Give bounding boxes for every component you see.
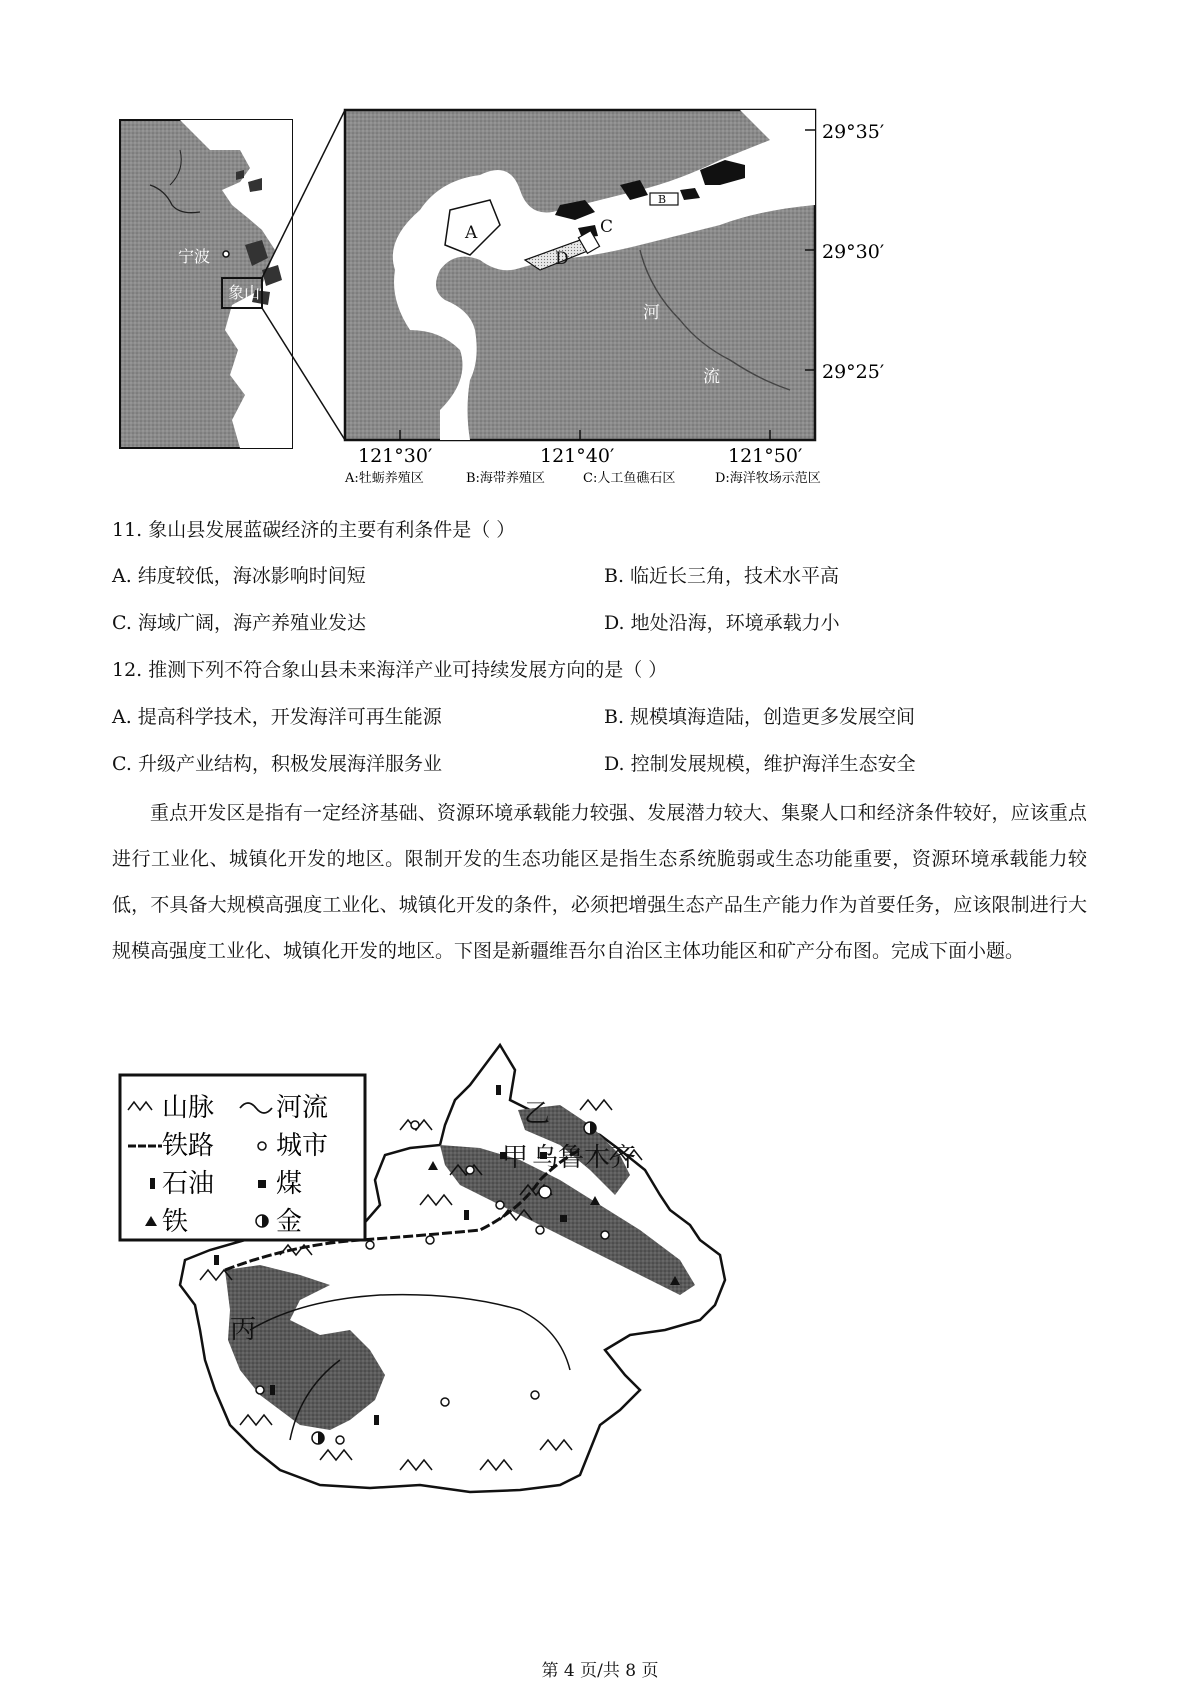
region-yi-label: 乙 (524, 1099, 551, 1129)
xiangshan-map (0, 0, 1200, 500)
q11-option-c: C. 海域广阔，海产养殖业发达 (112, 612, 366, 634)
legend-mountain: 山脉 (162, 1093, 215, 1123)
ningbo-label: 宁波 (178, 247, 211, 266)
map-legend-item: D:海洋牧场示范区 (715, 471, 821, 486)
legend-city: 城市 (276, 1131, 329, 1161)
passage-text: 重点开发区是指有一定经济基础、资源环境承载能力较强、发展潜力较大、集聚人口和经济条件较好，应该重点进行工业化、城镇化开发的地区。限制开发的生态功能区是指生态系统脆弱或生态功能重要，资源环境承载能力较低，不具备大规模高强度工业化、城镇化开发的条件，必须把增强生态产品生产能力作为首要任务，应该限制进行大规模高强度工业化、城镇化开发的地区。下图是新疆维吾尔自治区主体功能区和矿产分布图。完成下面小题。 (112, 802, 1087, 962)
urumqi-label: 乌鲁木齐 (532, 1143, 637, 1173)
map-legend-item: B:海带养殖区 (466, 471, 545, 486)
q12-option-c: C. 升级产业结构，积极发展海洋服务业 (112, 753, 442, 775)
legend-coal: 煤 (276, 1169, 303, 1199)
lon-label: 121°50′ (728, 445, 803, 467)
xinjiang-map (0, 1030, 1200, 1550)
q12-option-b: B. 规模填海造陆，创造更多发展空间 (604, 706, 916, 728)
lat-label: 29°30′ (822, 241, 885, 263)
main-map (345, 110, 815, 440)
zone-c-label: C (600, 217, 614, 237)
zone-b-label: B (658, 193, 667, 206)
river-label-2: 流 (703, 367, 720, 387)
region-bing-label: 丙 (230, 1315, 257, 1345)
legend-city-icon (258, 1142, 266, 1150)
map-legend-item: C:人工鱼礁石区 (583, 471, 676, 486)
map-legend (120, 1075, 365, 1240)
q11-option-b: B. 临近长三角，技术水平高 (604, 565, 840, 587)
question-11-stem: 11. 象山县发展蓝碳经济的主要有利条件是（ ） (112, 519, 516, 541)
region-jia-label: 甲 (502, 1143, 529, 1173)
q11-option-d: D. 地处沿海，环境承载力小 (604, 612, 840, 634)
river-label-1: 河 (643, 303, 660, 323)
zone-d-label: D (555, 249, 569, 269)
lat-label: 29°25′ (822, 361, 885, 383)
q12-option-a: A. 提高科学技术，开发海洋可再生能源 (112, 706, 442, 728)
q11-option-a: A. 纬度较低，海冰影响时间短 (112, 565, 366, 587)
lon-label: 121°40′ (540, 445, 615, 467)
lat-label: 29°35′ (822, 121, 885, 143)
page-footer: 第 4 页/共 8 页 (541, 1661, 659, 1681)
xiangshan-label: 象山 (228, 283, 261, 302)
legend-railway: 铁路 (162, 1131, 215, 1161)
legend-river: 河流 (276, 1093, 329, 1123)
legend-oil-icon (150, 1178, 155, 1189)
q12-option-d: D. 控制发展规模，维护海洋生态安全 (604, 753, 916, 775)
lon-label: 121°30′ (358, 445, 433, 467)
map-legend-item: A:牡蛎养殖区 (345, 471, 424, 486)
legend-coal-icon (258, 1180, 266, 1188)
legend-oil: 石油 (162, 1169, 215, 1199)
zone-a-label: A (465, 223, 478, 243)
legend-iron: 铁 (162, 1207, 189, 1237)
legend-gold: 金 (276, 1207, 303, 1237)
inset-map (120, 110, 345, 448)
question-12-stem: 12. 推测下列不符合象山县未来海洋产业可持续发展方向的是（ ） (112, 659, 668, 681)
